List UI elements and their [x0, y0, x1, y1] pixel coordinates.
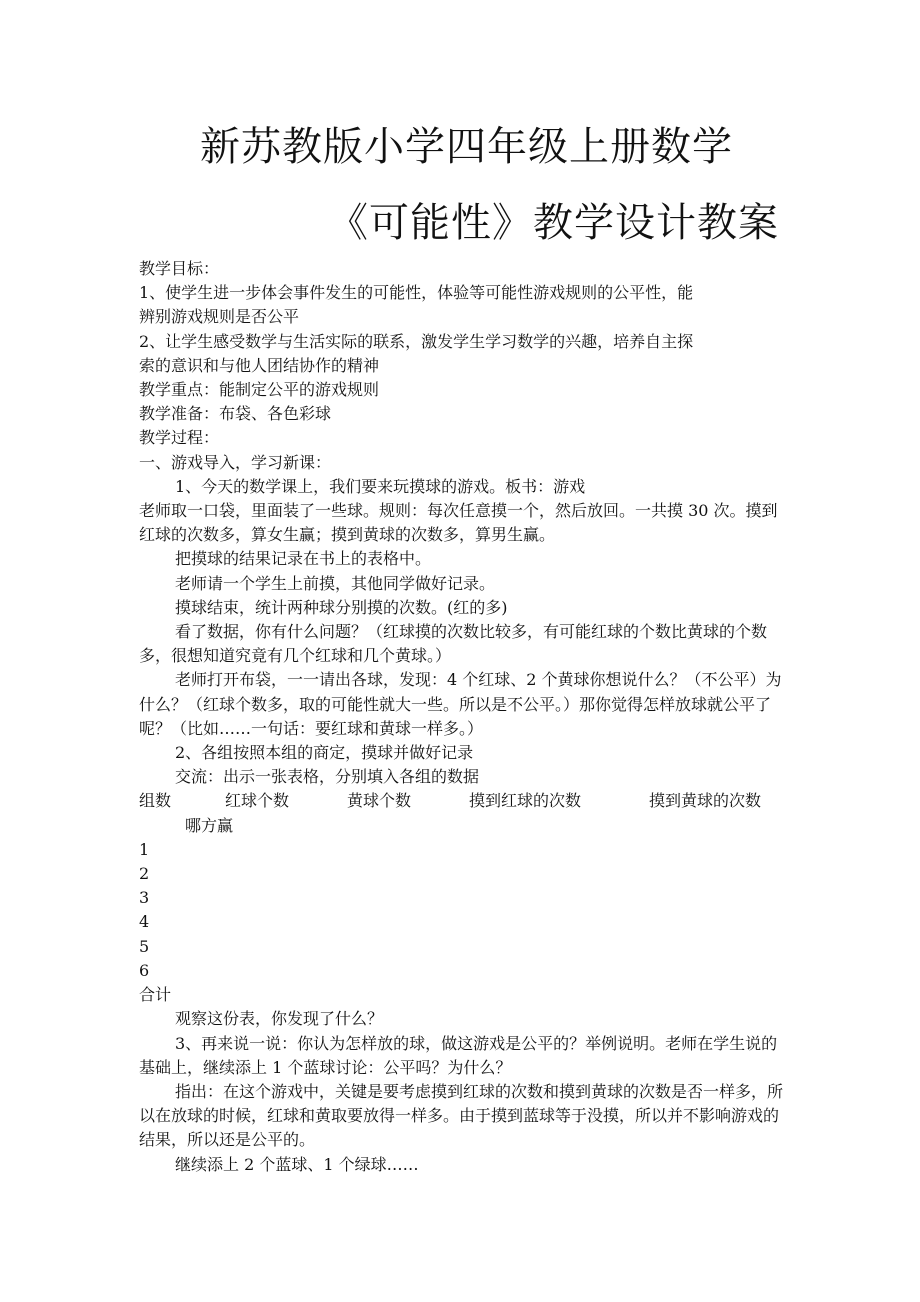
process-heading: 教学过程： — [139, 428, 220, 448]
table-header-cell: 红球个数 — [225, 791, 290, 811]
goals-heading: 教学目标： — [139, 259, 220, 278]
table-header-winner: 哪方赢 — [185, 815, 234, 835]
goal-1-line-b: 辨别游戏规则是否公平 — [139, 307, 300, 327]
paragraph: 摸球结束，统计两种球分别摸的次数。(红的多) — [175, 597, 508, 617]
paragraph: 继续添上 2 个蓝球、1 个绿球…… — [175, 1154, 419, 1174]
table-header-cell: 摸到黄球的次数 — [649, 791, 762, 811]
table-row: 1 — [139, 839, 150, 859]
document-body — [139, 257, 789, 1177]
paragraph: 指出：在这个游戏中，关键是要考虑摸到红球的次数和摸到黄球的次数是否一样多，所以在放球的时候，红球和黄取要放得一样多。由于摸到蓝球等于没摸，所以并不影响游戏的结果，所以还是公平的。 — [139, 1081, 784, 1150]
goal-2-line-b: 索的意识和与他人团结协作的精神 — [139, 355, 380, 375]
paragraph: 观察这份表，你发现了什么？ — [175, 1009, 384, 1029]
section-1-heading: 一、游戏导入，学习新课： — [139, 452, 332, 472]
paragraph: 3、再来说一说：你认为怎样放的球，做这游戏是公平的？举例说明。老师在学生说的基础上，继续添上 1 个蓝球讨论：公平吗？为什么？ — [139, 1033, 778, 1077]
paragraph: 把摸球的结果记录在书上的表格中。 — [175, 549, 432, 569]
table-header-cell: 组数 — [139, 791, 172, 811]
table-row: 3 — [139, 888, 150, 908]
table-header-cell: 摸到红球的次数 — [469, 791, 582, 811]
key-point: 教学重点：能制定公平的游戏规则 — [139, 380, 380, 400]
goal-2-line-a: 2、让学生感受数学与生活实际的联系，激发学生学习数学的兴趣，培养自主探 — [139, 331, 694, 351]
table-header-row — [139, 789, 789, 813]
paragraph: 老师请一个学生上前摸，其他同学做好记录。 — [175, 573, 496, 593]
preparation: 教学准备：布袋、各色彩球 — [139, 404, 332, 424]
table-total-row: 合计 — [139, 985, 172, 1005]
table-header-cell: 黄球个数 — [347, 791, 412, 811]
table-row: 6 — [139, 960, 150, 980]
document-title-line1: 新苏教版小学四年级上册数学 — [200, 124, 733, 170]
paragraph: 老师取一口袋，里面装了一些球。规则：每次任意摸一个，然后放回。一共摸 30 次。摸到红球的次数多，算女生赢；摸到黄球的次数多，算男生赢。 — [139, 501, 778, 545]
table-row: 5 — [139, 936, 150, 956]
table-row: 4 — [139, 912, 150, 932]
paragraph: 看了数据，你有什么问题？（红球摸的次数比较多，有可能红球的个数比黄球的个数多，很想知道究竟有几个红球和几个黄球。） — [139, 622, 768, 666]
table-row: 2 — [139, 864, 150, 884]
paragraph: 1、今天的数学课上，我们要来玩摸球的游戏。板书：游戏 — [175, 476, 586, 496]
paragraph: 交流：出示一张表格，分别填入各组的数据 — [175, 767, 480, 787]
goal-1-line-a: 1、使学生进一步体会事件发生的可能性，体验等可能性游戏规则的公平性，能 — [139, 283, 694, 303]
paragraph: 2、各组按照本组的商定，摸球并做好记录 — [175, 743, 474, 763]
document-title-line2: 《可能性》教学设计教案 — [328, 200, 779, 246]
paragraph: 老师打开布袋，一一请出各球，发现：4 个红球、2 个黄球你想说什么？（不公平）为什么？（红球个数多，取的可能性就大一些。所以是不公平。）那你觉得怎样放球就公平了呢？（比如……一句话：要红球和黄球一样多。） — [139, 670, 782, 738]
